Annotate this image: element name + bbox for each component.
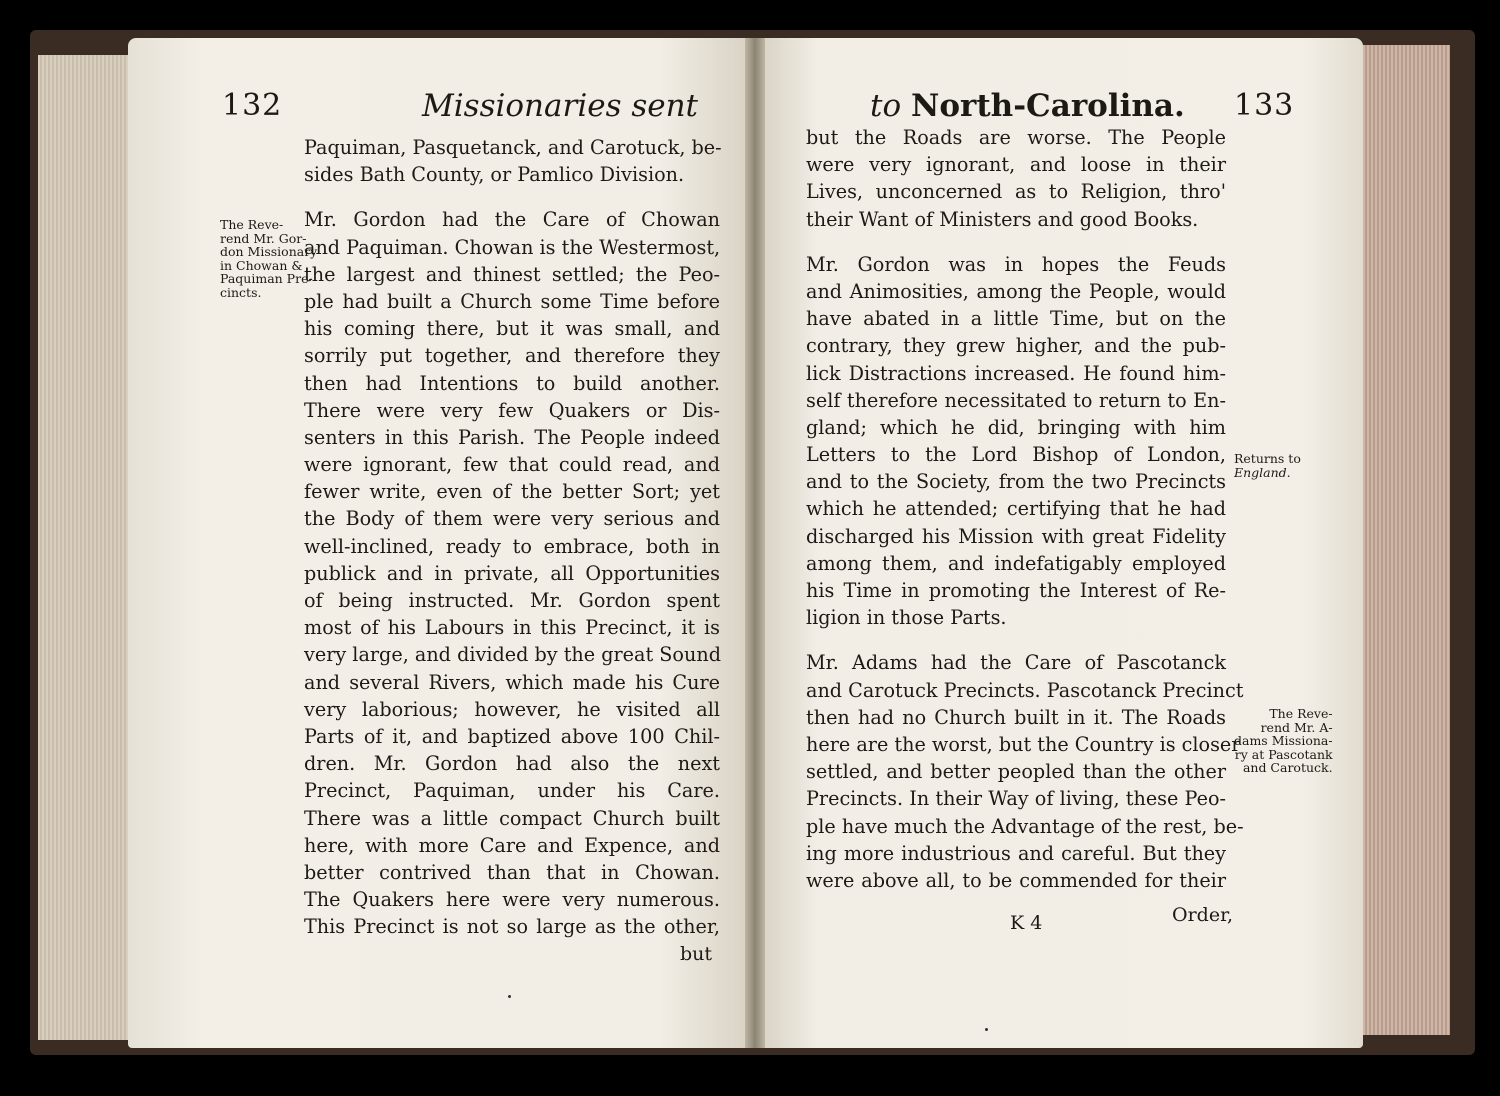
text-line: There were very few Quakers or Dis- [304, 398, 720, 422]
text-line: of being instructed. Mr. Gordon spent [304, 589, 720, 612]
text-line: then had no Church built in it. The Roads [806, 705, 1226, 729]
text-line: better contrived than that in Chowan. [304, 860, 720, 884]
margin-note-line: rend Mr. A- [1260, 719, 1333, 735]
signature-mark: K 4 [1010, 912, 1043, 934]
margin-note-line: dams Missiona- [1234, 733, 1333, 749]
text-line: which he attended; certifying that he had [806, 497, 1226, 521]
margin-note-line: ry at Pascotank [1234, 746, 1333, 762]
text-line: The Quakers here were very numerous. [304, 888, 720, 912]
left-body-text [304, 134, 720, 940]
text-line: ligion in those Parts. [806, 606, 1007, 630]
text-line: fewer write, even of the better Sort; yet [304, 480, 720, 504]
text-line: were very ignorant, and loose in their [806, 153, 1226, 177]
text-line: settled, and better peopled than the other [806, 760, 1226, 784]
text-line: ing more industrious and careful. But they [806, 841, 1226, 865]
text-line: Mr. Gordon had the Care of Chowan [304, 208, 720, 232]
text-line: the largest and thinest settled; the Peo- [304, 262, 720, 286]
right-margin-note-returns [1234, 452, 1301, 479]
text-line [806, 233, 1226, 251]
text-line: very laborious; however, he visited all [304, 697, 720, 721]
right-page-number: 133 [1234, 88, 1295, 123]
text-line: sorrily put together, and therefore they [304, 344, 720, 368]
text-line: and Carotuck Precincts. Pascotanck Precinct [806, 678, 1244, 702]
margin-note-line: The Reve- [1269, 706, 1333, 721]
text-line: contrary, they grew higher, and the pub- [806, 334, 1226, 358]
text-line: his Time in promoting the Interest of Re- [806, 579, 1226, 602]
text-line: their Want of Ministers and good Books. [806, 207, 1199, 231]
text-line: but the Roads are worse. The People [806, 126, 1226, 149]
text-line: here are the worst, but the Country is closer [806, 732, 1241, 756]
left-margin-note [220, 218, 317, 300]
text-line: Letters to the Lord Bishop of London, [806, 443, 1226, 467]
text-line: very large, and divided by the great Sound [304, 643, 721, 667]
text-line: the Body of them were very serious and [304, 507, 720, 531]
speck [508, 995, 511, 998]
margin-note-line: and Carotuck. [1242, 760, 1333, 776]
right-margin-note-adams [1234, 707, 1333, 775]
margin-note-line: The Reve- [220, 217, 284, 232]
text-line: publick and in private, all Opportunities [304, 561, 720, 585]
text-line: Parts of it, and baptized above 100 Chil- [304, 724, 720, 748]
text-line: were ignorant, few that could read, and [304, 453, 720, 477]
text-line: sides Bath County, or Pamlico Division. [304, 163, 685, 187]
text-line: and Paquiman. Chowan is the Westermost, [304, 235, 721, 259]
running-head-main: North-Carolina. [910, 88, 1185, 124]
text-line: Precincts. In their Way of living, these Peo- [806, 787, 1226, 811]
text-line: most of his Labours in this Precinct, it is [304, 616, 720, 640]
left-running-head: Missionaries sent [422, 88, 699, 124]
text-line: dren. Mr. Gordon had also the next [304, 752, 720, 776]
left-catchword: but [680, 943, 713, 965]
right-page-edges [1355, 45, 1450, 1035]
margin-note-line: cincts. [220, 284, 262, 300]
right-catchword: Order, [1172, 904, 1234, 926]
speck [985, 1028, 988, 1031]
text-line: Mr. Adams had the Care of Pascotanck [806, 651, 1226, 675]
text-line: gland; which he did, bringing with him [806, 415, 1226, 439]
text-line: have abated in a little Time, but on the [806, 307, 1226, 331]
text-line: Lives, unconcerned as to Religion, thro' [806, 180, 1226, 204]
margin-note-line: Paquiman Pre- [220, 271, 313, 287]
margin-note-line: Returns to [1234, 451, 1301, 466]
right-body-text [806, 124, 1244, 894]
text-line: There was a little compact Church built [304, 806, 720, 830]
text-line: among them, and indefatigably employed [806, 551, 1226, 575]
text-line: lick Distractions increased. He found him- [806, 361, 1226, 385]
text-line: self therefore necessitated to return to En- [806, 388, 1226, 412]
text-line [806, 631, 1226, 649]
margin-note-line: don Missionary [220, 244, 318, 260]
left-page-edges [38, 55, 138, 1040]
margin-note-line: England. [1234, 464, 1291, 480]
text-line: well-inclined, ready to embrace, both in [304, 534, 720, 558]
text-line: ple have much the Advantage of the rest, be- [806, 814, 1244, 838]
text-line: and Animosities, among the People, would [806, 279, 1226, 303]
text-line: ple had built a Church some Time before [304, 289, 720, 313]
margin-note-line: rend Mr. Gor- [220, 230, 307, 246]
text-line: and several Rivers, which made his Cure [304, 670, 720, 694]
text-line: were above all, to be commended for their [806, 868, 1226, 892]
text-line [304, 188, 720, 206]
right-running-head [870, 88, 1185, 124]
text-line: Mr. Gordon was in hopes the Feuds [806, 252, 1226, 276]
text-line: senters in this Parish. The People indeed [304, 425, 720, 449]
running-head-prefix: to [870, 88, 902, 124]
text-line: This Precinct is not so large as the other, [304, 915, 720, 939]
margin-note-line: in Chowan & [220, 257, 303, 273]
text-line: Paquiman, Pasquetanck, and Carotuck, be- [304, 136, 722, 159]
text-line: and to the Society, from the two Precincts [806, 470, 1226, 494]
text-line: then had Intentions to build another. [304, 371, 720, 395]
text-line: his coming there, but it was small, and [304, 317, 720, 341]
text-line: Precinct, Paquiman, under his Care. [304, 779, 720, 803]
book-gutter [745, 38, 765, 1048]
text-line: discharged his Mission with great Fidelity [806, 524, 1226, 548]
left-page-number: 132 [222, 88, 283, 123]
text-line: here, with more Care and Expence, and [304, 833, 720, 857]
